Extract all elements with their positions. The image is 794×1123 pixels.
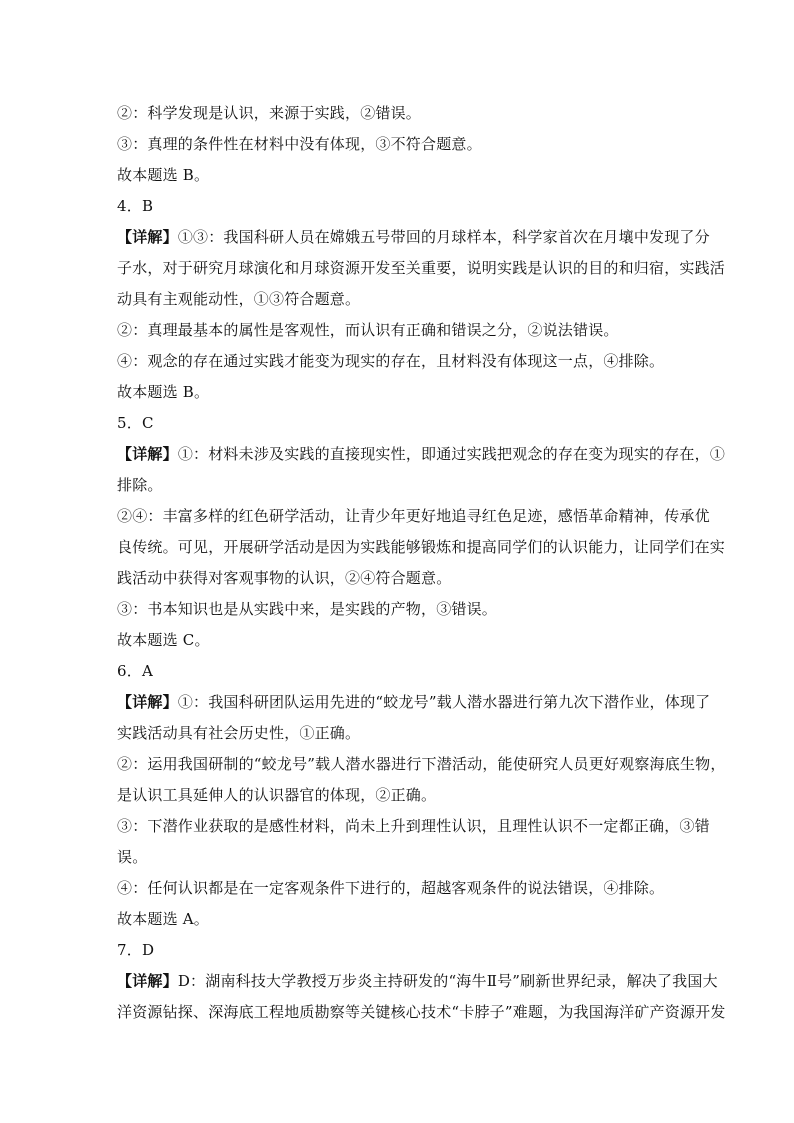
text-line: 误。: [117, 848, 148, 866]
question-number-5: 5．C: [117, 414, 154, 432]
text-line: ②：科学发现是认识，来源于实践，②错误。: [117, 104, 422, 122]
text-line: ③：下潜作业获取的是感性材料，尚未上升到理性认识，且理性认识不一定都正确，③错: [117, 817, 710, 835]
answer-conclusion: 故本题选 B。: [117, 166, 210, 184]
question-number-7: 7．D: [117, 941, 155, 959]
answer-conclusion: 故本题选 C。: [117, 631, 210, 649]
explanation-line: 【详解】①：材料未涉及实践的直接现实性，即通过实践把观念的存在变为现实的存在，①: [117, 445, 726, 463]
document-body: [117, 98, 726, 1028]
text-line: ②：运用我国研制的“蛟龙号”载人潜水器进行下潜活动，能使研究人员更好观察海底生物，: [117, 755, 726, 773]
answer-conclusion: 故本题选 B。: [117, 383, 210, 401]
text-line: ③：书本知识也是从实践中来，是实践的产物，③错误。: [117, 600, 498, 618]
text-line: 良传统。可见，开展研学活动是因为实践能够锻炼和提高同学们的认识能力，让同学们在实: [117, 538, 726, 556]
text-line: 实践活动具有社会历史性，①正确。: [117, 724, 361, 742]
text-line: 排除。: [117, 476, 163, 494]
text-line: 是认识工具延伸人的认识器官的体现，②正确。: [117, 786, 437, 804]
text-line: ②：真理最基本的属性是客观性，而认识有正确和错误之分，②说法错误。: [117, 321, 619, 339]
text-line: 洋资源钻探、深海底工程地质勘察等关键核心技术“卡脖子”难题，为我国海洋矿产资源开发: [117, 1003, 726, 1021]
explanation-line: 【详解】①：我国科研团队运用先进的“蛟龙号”载人潜水器进行第九次下潜作业，体现了: [117, 693, 711, 711]
text-line: ③：真理的条件性在材料中没有体现，③不符合题意。: [117, 135, 482, 153]
question-number-4: 4．B: [117, 197, 154, 215]
text-line: 子水，对于研究月球演化和月球资源开发至关重要，说明实践是认识的目的和归宿，实践活: [117, 259, 726, 277]
answer-conclusion: 故本题选 A。: [117, 910, 210, 928]
text-line: ④：观念的存在通过实践才能变为现实的存在，且材料没有体现这一点，④排除。: [117, 352, 665, 370]
text-line: ②④：丰富多样的红色研学活动，让青少年更好地追寻红色足迹，感悟革命精神，传承优: [117, 507, 710, 525]
question-number-6: 6．A: [117, 662, 153, 680]
explanation-line: 【详解】①③：我国科研人员在嫦娥五号带回的月球样本，科学家首次在月壤中发现了分: [117, 228, 710, 246]
text-line: ④：任何认识都是在一定客观条件下进行的，超越客观条件的说法错误，④排除。: [117, 879, 665, 897]
text-line: 动具有主观能动性，①③符合题意。: [117, 290, 361, 308]
explanation-line: 【详解】D：湖南科技大学教授万步炎主持研发的“海牛Ⅱ号”刷新世界纪录，解决了我国大: [117, 972, 718, 990]
text-line: 践活动中获得对客观事物的认识，②④符合题意。: [117, 569, 452, 587]
